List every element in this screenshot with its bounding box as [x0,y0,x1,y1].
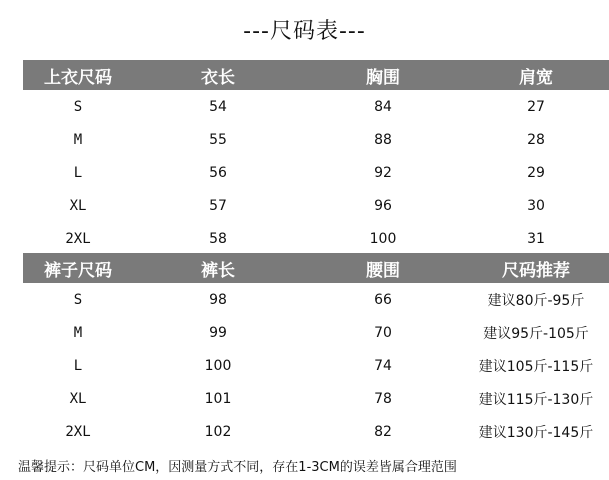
size-cell: M [73,131,83,148]
shoulder-cell: 27 [527,98,545,115]
top-table-header [23,60,609,90]
header-recommendation: 尺码推荐 [502,260,570,281]
size-cell: L [73,164,83,181]
size-cell: XL [69,197,87,214]
shoulder-cell: 29 [527,164,545,181]
header-pants-length: 裤长 [201,260,235,281]
chest-cell: 88 [374,131,392,148]
length-cell: 58 [209,230,227,247]
length-cell: 56 [209,164,227,181]
length-cell: 57 [209,197,227,214]
table-row [23,156,609,189]
recommendation-cell: 建议115斤-130斤 [478,391,594,408]
recommendation-cell: 建议95斤-105斤 [483,325,589,342]
chest-cell: 92 [374,164,392,181]
waist-cell: 66 [374,291,392,308]
pants-length-cell: 101 [204,390,232,407]
size-cell: S [73,291,83,308]
table-row [23,382,609,415]
bottom-table-header [23,253,609,283]
waist-cell: 82 [374,423,392,440]
pants-length-cell: 102 [204,423,232,440]
header-waist: 腰围 [366,260,400,281]
header-shoulder: 肩宽 [519,67,553,88]
shoulder-cell: 31 [527,230,545,247]
waist-cell: 70 [374,324,392,341]
bottom-size-table [23,253,609,448]
chest-cell: 96 [374,197,392,214]
pants-length-cell: 99 [209,324,227,341]
shoulder-cell: 30 [527,197,545,214]
top-size-table [23,60,609,255]
table-row [23,349,609,382]
size-cell: S [73,98,83,115]
size-cell: XL [69,390,87,407]
waist-cell: 78 [374,390,392,407]
size-cell: M [73,324,83,341]
page-title: ---尺码表--- [243,19,366,44]
length-cell: 54 [209,98,227,115]
size-cell: 2XL [65,423,91,440]
header-size: 裤子尺码 [44,260,112,281]
size-cell: L [73,357,83,374]
table-row [23,222,609,255]
size-cell: 2XL [65,230,91,247]
chest-cell: 100 [369,230,397,247]
chest-cell: 84 [374,98,392,115]
header-length: 衣长 [201,67,235,88]
table-row [23,415,609,448]
recommendation-cell: 建议105斤-115斤 [478,358,594,375]
header-chest: 胸围 [366,67,400,88]
shoulder-cell: 28 [527,131,545,148]
waist-cell: 74 [374,357,392,374]
table-row [23,123,609,156]
header-size: 上衣尺码 [44,67,112,88]
pants-length-cell: 98 [209,291,227,308]
table-row [23,283,609,316]
table-row [23,189,609,222]
length-cell: 55 [209,131,227,148]
table-row [23,90,609,123]
measurement-note: 温馨提示：尺码单位CM，因测量方式不同，存在1-3CM的误差皆属合理范围 [18,460,457,475]
table-row [23,316,609,349]
recommendation-cell: 建议80斤-95斤 [487,292,585,309]
pants-length-cell: 100 [204,357,232,374]
recommendation-cell: 建议130斤-145斤 [478,424,594,441]
